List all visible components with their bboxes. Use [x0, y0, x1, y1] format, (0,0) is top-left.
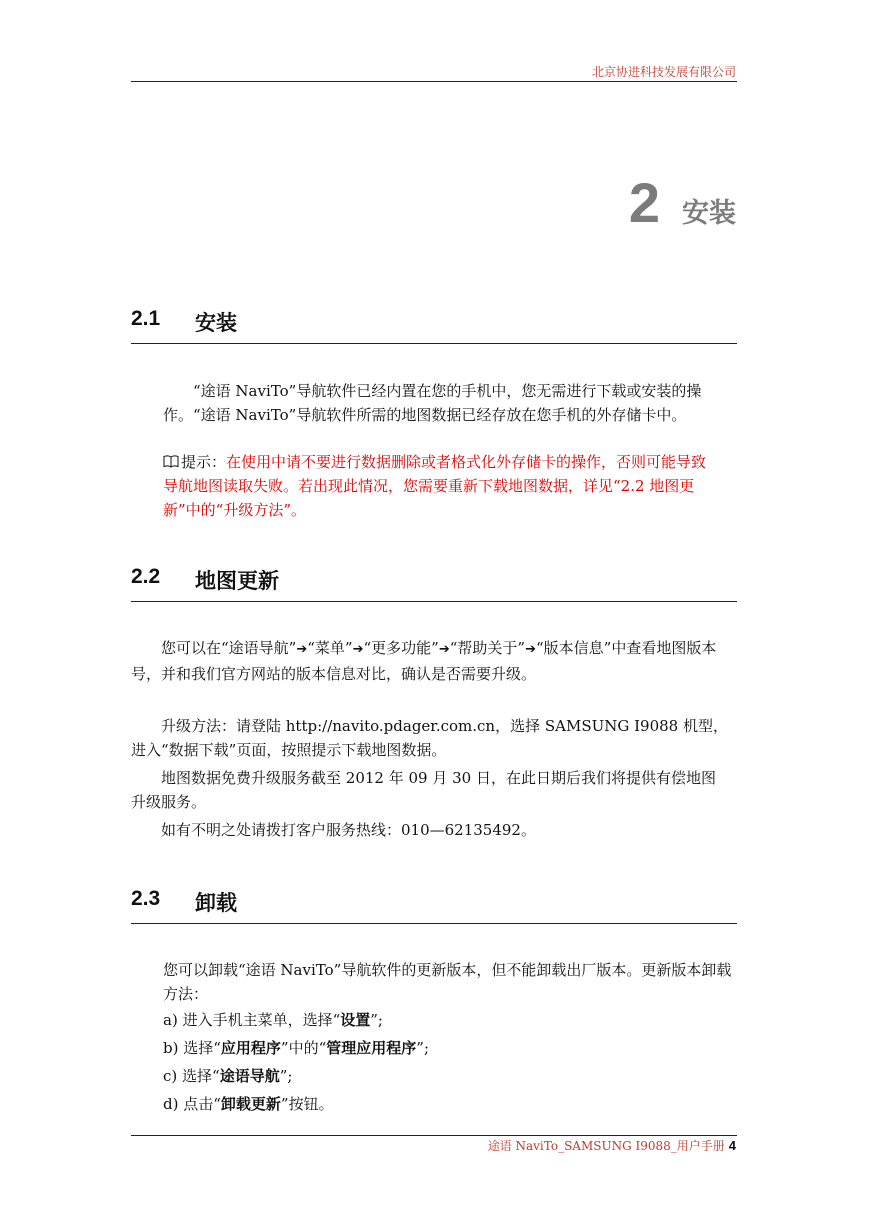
section-rule: [131, 923, 737, 924]
section-number: 2.3: [131, 887, 161, 910]
path-step: “菜单”: [307, 639, 353, 657]
section-rule: [131, 601, 737, 602]
footer: [488, 1137, 736, 1154]
section-title: 地图更新: [195, 569, 279, 593]
uninstall-step: c) 选择“途语导航”;: [163, 1067, 293, 1085]
path-step: “版本信息”中查看地图版本号，并和我们官方网站的版本信息对比，确认是否需要升级。: [131, 639, 717, 683]
section-number: 2.1: [131, 307, 161, 330]
header-rule: [131, 81, 737, 82]
install-intro: “途语 NaviTo”导航软件已经内置在您的手机中，您无需进行下载或安装的操作。“途语 NaviTo”导航软件所需的地图数据已经存放在您手机的外存储卡中。: [163, 382, 702, 424]
path-step: 您可以在“途语导航”: [161, 639, 297, 657]
book-icon: [163, 455, 179, 468]
uninstall-step: a) 进入手机主菜单，选择“设置”;: [163, 1011, 383, 1029]
section-number: 2.2: [131, 565, 161, 588]
right-arrow-icon: ➔: [296, 642, 308, 657]
update-paragraph-free: 地图数据免费升级服务截至 2012 年 09 月 30 日，在此日期后我们将提供有偿地图升级服务。: [131, 769, 716, 811]
tip-warning: 在使用中请不要进行数据删除或者格式化外存储卡的操作，否则可能导致导航地图读取失败。若出现此情况，您需要重新下载地图数据，详见“2.2 地图更新”中的“升级方法”。: [163, 453, 707, 519]
chapter-heading: [629, 170, 736, 235]
section-rule: [131, 343, 737, 344]
path-step: “帮助关于”: [449, 639, 526, 657]
footer-rule: [131, 1135, 737, 1136]
right-arrow-icon: ➔: [352, 642, 364, 657]
header-company: 北京协进科技发展有限公司: [591, 65, 736, 79]
right-arrow-icon: ➔: [525, 642, 536, 657]
chapter-title: 安装: [682, 198, 736, 229]
tip-label: 提示：: [181, 453, 227, 471]
uninstall-step: b) 选择“应用程序”中的“管理应用程序”;: [163, 1039, 430, 1057]
chapter-number: 2: [628, 171, 660, 234]
page-number: 4: [728, 1138, 736, 1153]
footer-title: 途语 NaviTo_SAMSUNG I9088_用户手册: [487, 1139, 725, 1153]
right-arrow-icon: ➔: [438, 642, 450, 657]
uninstall-step: d) 点击“卸载更新”按钮。: [163, 1095, 334, 1113]
update-paragraph-version: [131, 636, 729, 686]
section-title: 卸载: [195, 891, 237, 915]
section-title: 安装: [195, 311, 237, 335]
uninstall-intro: 您可以卸载“途语 NaviTo”导航软件的更新版本，但不能卸载出厂版本。更新版本卸载方法：: [163, 961, 732, 1003]
update-paragraph-hotline: 如有不明之处请拨打客户服务热线：010—62135492。: [161, 821, 536, 839]
path-step: “更多功能”: [363, 639, 439, 657]
update-paragraph-method: 升级方法：请登陆 http://navito.pdager.com.cn，选择 SAMSUNG I9088 机型，进入“数据下载”页面，按照提示下载地图数据。: [131, 717, 728, 759]
tip-paragraph: [163, 450, 719, 522]
